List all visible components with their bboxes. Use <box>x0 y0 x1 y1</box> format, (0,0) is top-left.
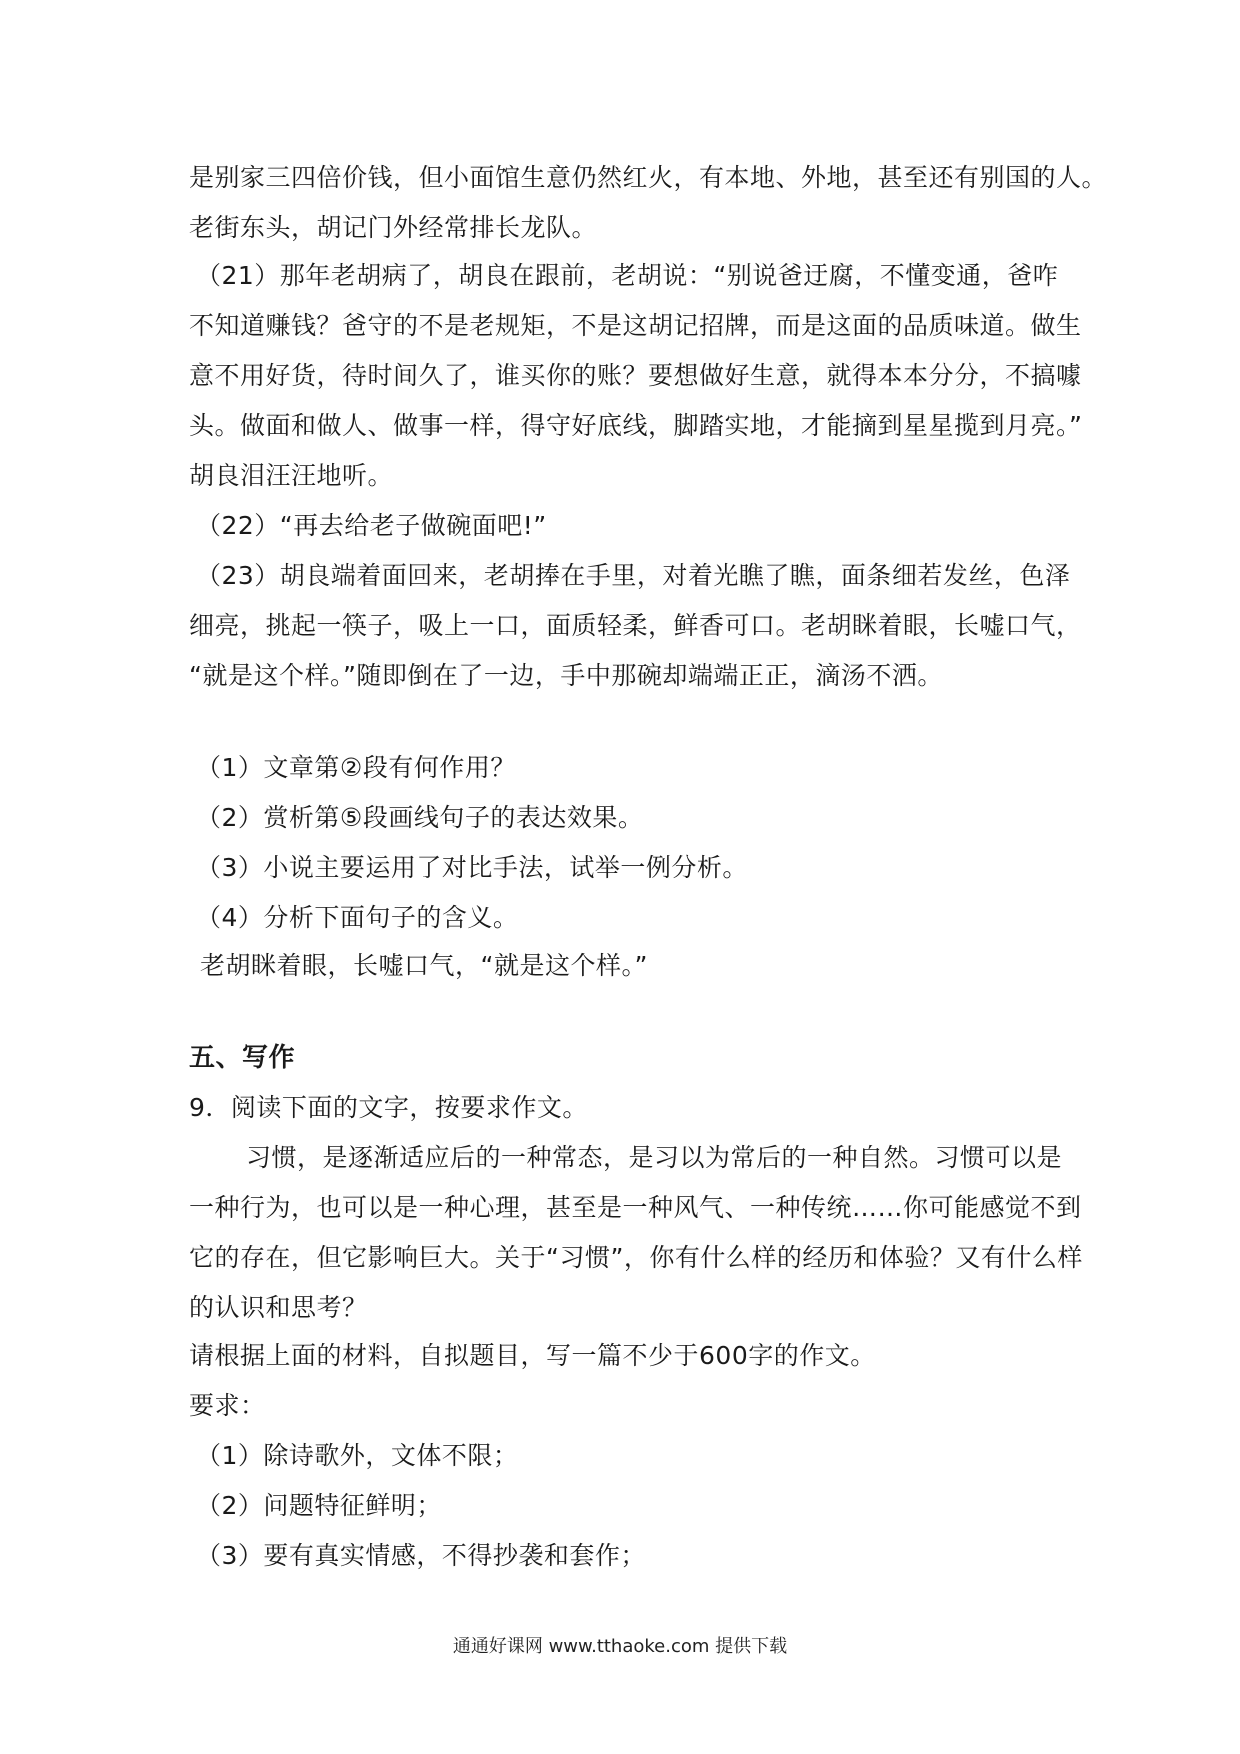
material-line: 的认识和思考？ <box>189 1293 368 1322</box>
story-line: 细亮，挑起一筷子，吸上一口，面质轻柔，鲜香可口。老胡眯着眼，长嘘口气， <box>189 611 1082 640</box>
requirement-3: （3）要有真实情感，不得抄袭和套作； <box>196 1541 646 1570</box>
question-2: （2）赏析第⑤段画线句子的表达效果。 <box>196 803 644 832</box>
requirements-label: 要求： <box>189 1391 266 1420</box>
question-4-quote: 老胡眯着眼，长嘘口气，“就是这个样。” <box>200 951 648 980</box>
story-paragraph-22: （22）“再去给老子做碗面吧!” <box>196 511 547 540</box>
writing-instruction: 请根据上面的材料，自拟题目，写一篇不少于600字的作文。 <box>189 1341 876 1370</box>
story-line: 是别家三四倍价钱，但小面馆生意仍然红火，有本地、外地，甚至还有别国的人。 <box>189 163 1108 192</box>
story-line: 不知道赚钱？爸守的不是老规矩，不是这胡记招牌，而是这面的品质味道。做生 <box>189 311 1082 340</box>
material-line: 习惯，是逐渐适应后的一种常态，是习以为常后的一种自然。习惯可以是 <box>246 1143 1063 1172</box>
question-4: （4）分析下面句子的含义。 <box>196 903 519 932</box>
story-line: 意不用好货，待时间久了，谁买你的账？要想做好生意，就得本本分分，不搞噱 <box>189 361 1082 390</box>
story-line: 胡良泪汪汪地听。 <box>189 461 394 490</box>
requirement-1: （1）除诗歌外，文体不限； <box>196 1441 519 1470</box>
story-line: 头。做面和做人、做事一样，得守好底线，脚踏实地，才能摘到星星揽到月亮。” <box>189 411 1083 440</box>
page-footer: 通通好课网 www.tthaoke.com 提供下载 <box>452 1636 788 1657</box>
requirement-2: （2）问题特征鲜明； <box>196 1491 442 1520</box>
writing-prompt: 9．阅读下面的文字，按要求作文。 <box>189 1093 588 1122</box>
question-3: （3）小说主要运用了对比手法，试举一例分析。 <box>196 853 748 882</box>
material-line: 它的存在，但它影响巨大。关于“习惯”，你有什么样的经历和体验？又有什么样 <box>189 1243 1083 1272</box>
story-paragraph-23: （23）胡良端着面回来，老胡捧在手里，对着光瞧了瞧，面条细若发丝，色泽 <box>196 561 1071 590</box>
story-line: “就是这个样。”随即倒在了一边，手中那碗却端端正正，滴汤不洒。 <box>189 661 943 690</box>
section-title: 五、写作 <box>189 1043 296 1073</box>
material-line: 一种行为，也可以是一种心理，甚至是一种风气、一种传统……你可能感觉不到 <box>189 1193 1082 1222</box>
question-1: （1）文章第②段有何作用？ <box>196 753 516 782</box>
story-paragraph-21: （21）那年老胡病了，胡良在跟前，老胡说：“别说爸迂腐，不懂变通，爸咋 <box>196 261 1059 290</box>
story-line: 老街东头，胡记门外经常排长龙队。 <box>189 213 598 242</box>
